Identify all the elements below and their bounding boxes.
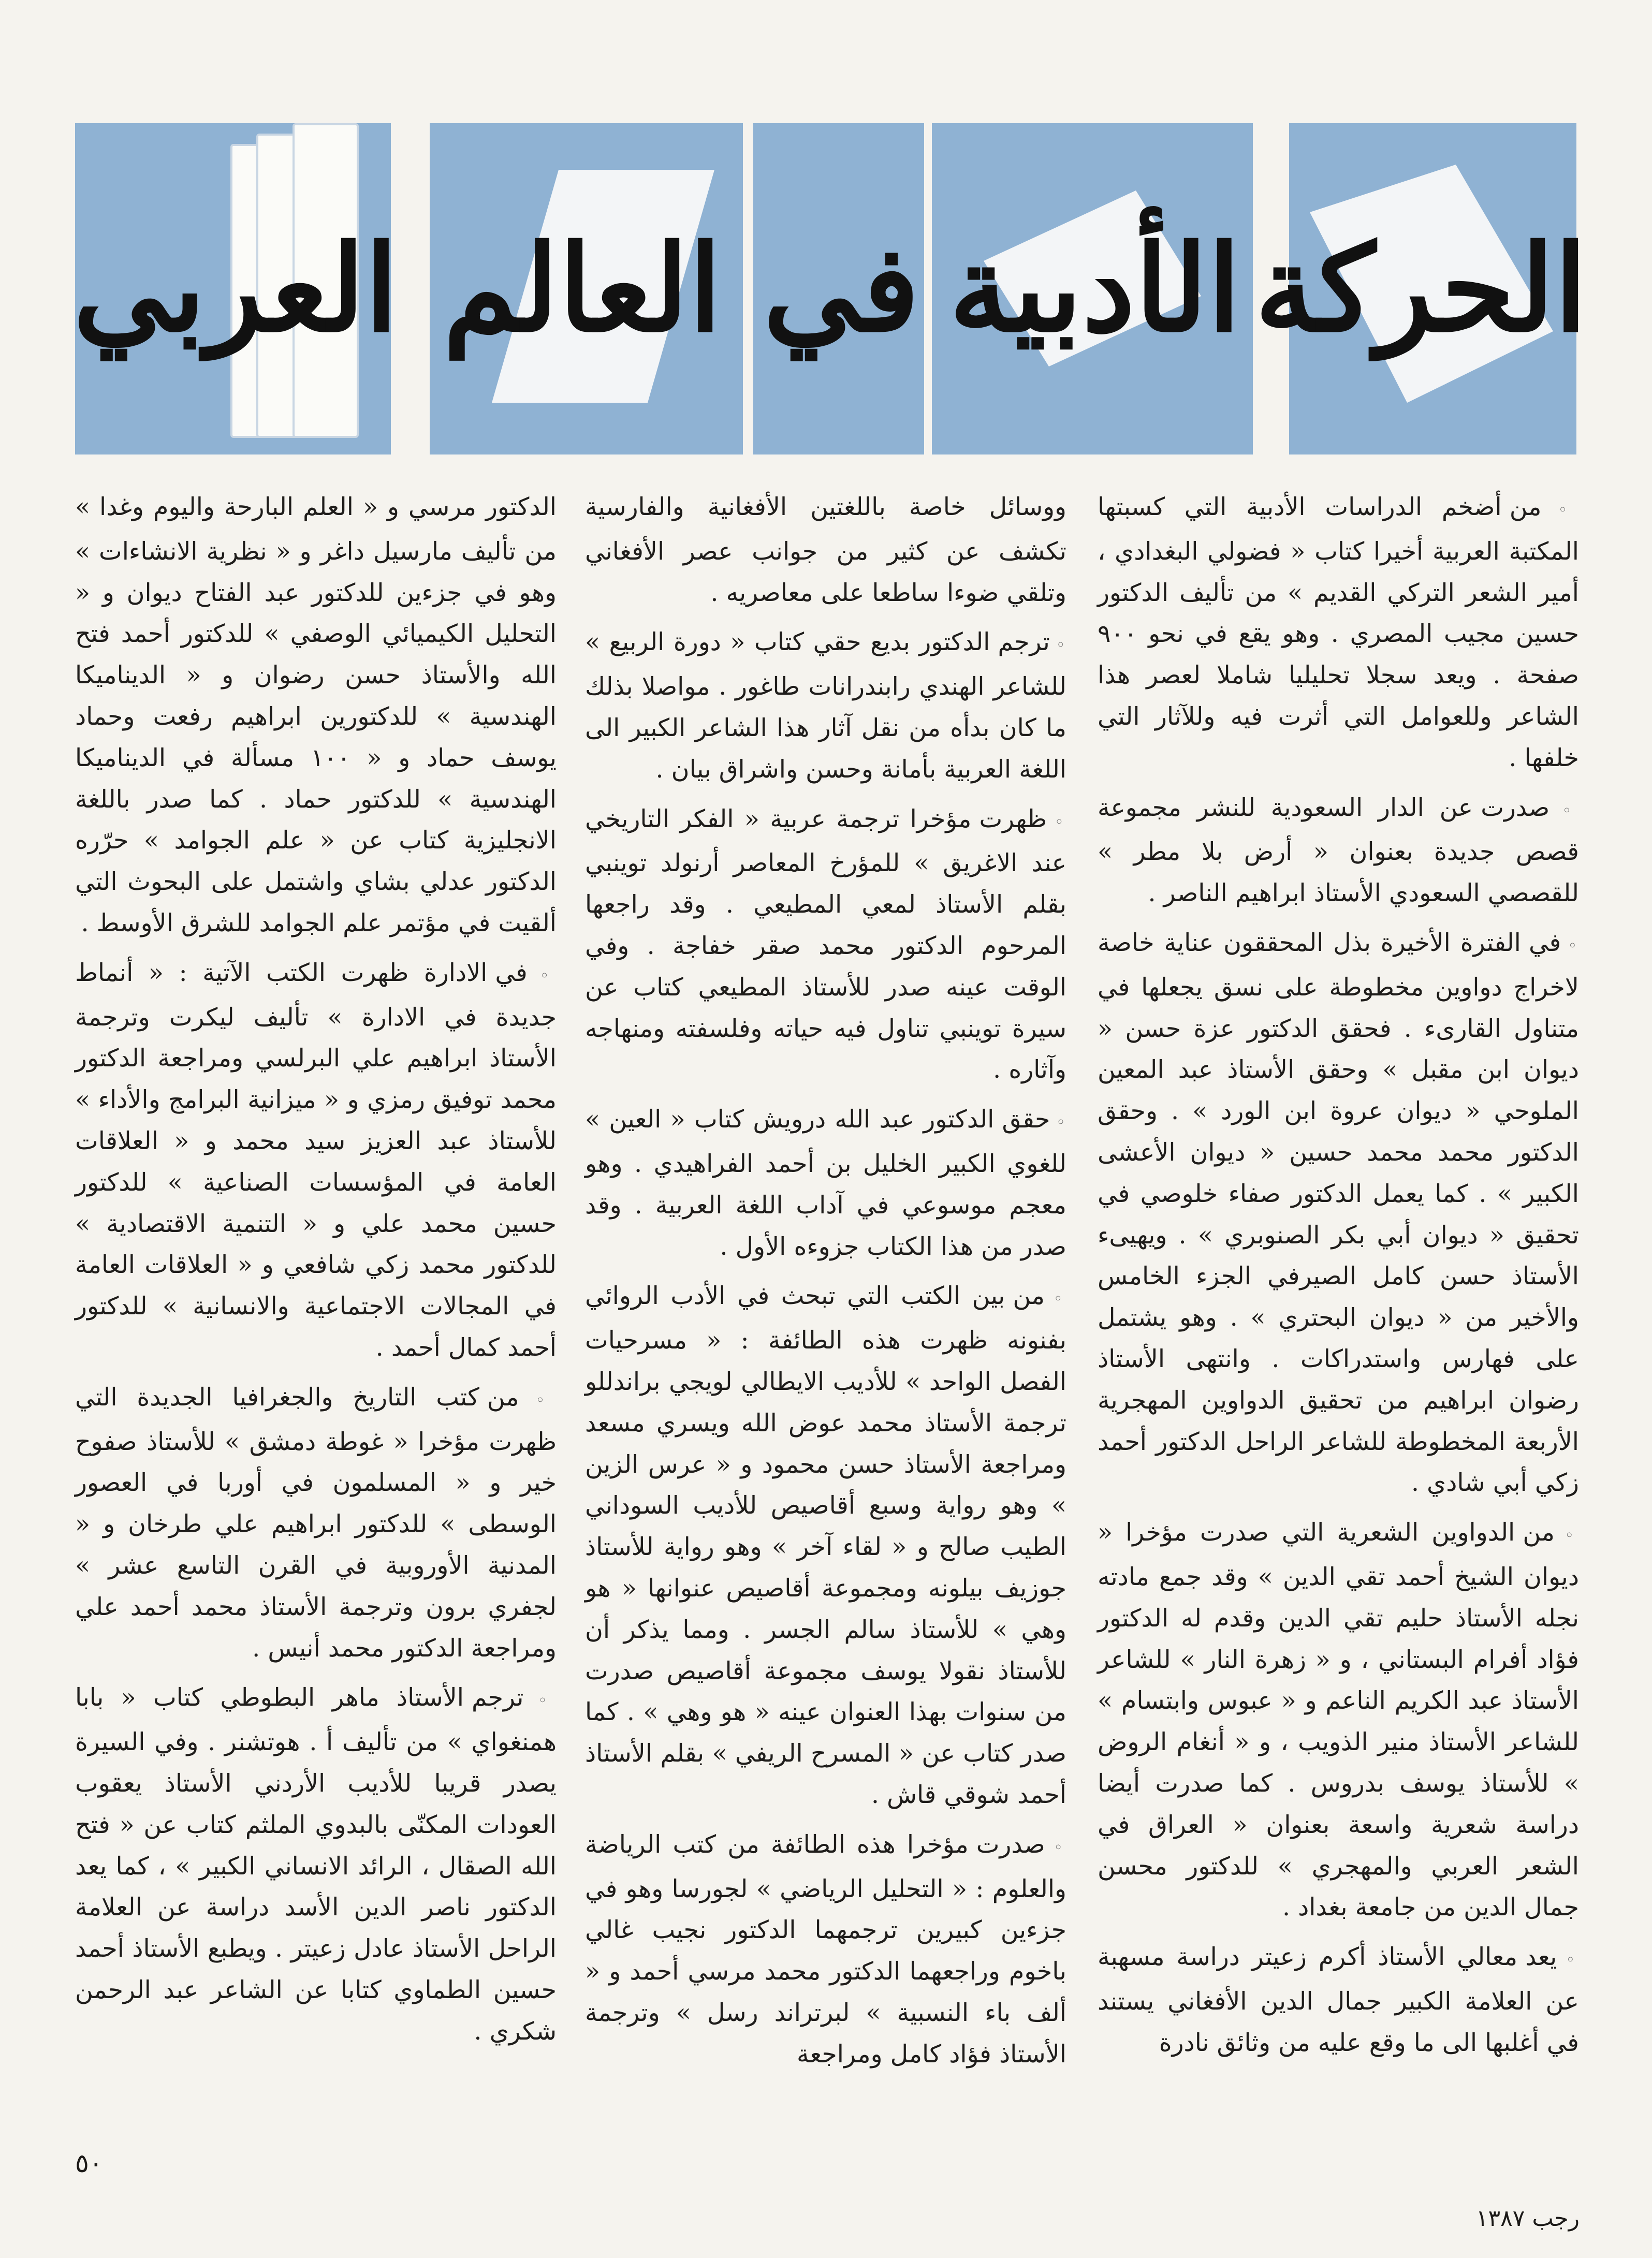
title-word: الحركة — [1254, 219, 1588, 359]
page-number: ٥٠ — [75, 2148, 103, 2178]
news-item: ◦ صدرت عن الدار السعودية للنشر مجموعة قصص جديدة بعنوان « أرض بلا مطر » للقصصي السعودي الأستاذ ابراهيم الناصر . — [1098, 787, 1579, 914]
news-item: ◦ في الفترة الأخيرة بذل المحققون عناية خاصة لاخراج دواوين مخطوطة على نسق يجعلها في متناول القارىء . فحقق الدكتور عزة حسن « ديوان ابن مقبل » وحقق الأستاذ عبد المعين الملوحي « ديوان عروة ابن الورد » . وحقق الدكتور محمد محمد حسين « ديوان الأعشى الكبير » . كما يعمل الدكتور صفاء خلوصي في تحقيق « ديوان أبي بكر الصنوبري » . ويهيىء الأستاذ حسن كامل الصيرفي الجزء الخامس والأخير من « ديوان البحتري » . وهو يشتمل على فهارس واستدراكات . وانتهى الأستاذ رضوان ابراهيم من تحقيق الدواوين المهجرية الأربعة المخطوطة للشاعر الراحل الدكتور أحمد زكي أبي شادي . — [1098, 922, 1579, 1504]
news-item: ◦ ترجم الدكتور بديع حقي كتاب « دورة الربيع » للشاعر الهندي رابندرانات طاغور . مواصلا بذلك ما كان بدأه من نقل آثار هذا الشاعر الكبير الى اللغة العربية بأمانة وحسن واشراق بيان . — [585, 622, 1066, 790]
news-item: ◦ من أضخم الدراسات الأدبية التي كسبتها المكتبة العربية أخيرا كتاب « فضولي البغدادي ، أمير الشعر التركي القديم » من تأليف الدكتور حسين مجيب المصري . وهو يقع في نحو ٩٠٠ صفحة . ويعد سجلا تحليليا شاملا لعصر هذا الشاعر وللعوامل التي أثرت فيه وللآثار التي خلفها . — [1098, 487, 1579, 779]
news-item: ◦ صدرت مؤخرا هذه الطائفة من كتب الرياضة والعلوم : « التحليل الرياضي » لجورسا وهو في جزءين كبيرين ترجمهما الدكتور نجيب غالي باخوم وراجعهما الدكتور محمد مرسي أحمد و « ألف باء النسبية » لبرتراند رسل » وترجمة الأستاذ فؤاد كامل ومراجعة — [585, 1824, 1066, 2075]
title-banner — [73, 123, 1588, 454]
title-word: في — [763, 219, 919, 359]
news-item: ◦ من كتب التاريخ والجغرافيا الجديدة التي ظهرت مؤخرا « غوطة دمشق » للأستاذ صفوح خير و « المسلمون في أوربا في العصور الوسطى » للدكتور ابراهيم علي طرخان و « المدنية الأوروبية في القرن التاسع عشر » لجفري برون وترجمة الأستاذ محمد أحمد علي ومراجعة الدكتور محمد أنيس . — [75, 1377, 557, 1669]
title-word: الأدبية — [949, 219, 1241, 359]
news-item: ◦ يعد معالي الأستاذ أكرم زعيتر دراسة مسهبة عن العلامة الكبير جمال الدين الأفغاني يستند في أغلبها الى ما وقع عليه من وثائق نادرة — [1098, 1937, 1579, 2063]
news-item: ◦ حقق الدكتور عبد الله درويش كتاب « العين » للغوي الكبير الخليل بن أحمد الفراهيدي . وهو معجم موسوعي في آداب اللغة العربية . وقد صدر من هذا الكتاب جزوءه الأول . — [585, 1099, 1066, 1267]
column-right — [1098, 487, 1579, 2128]
news-item: ◦ من الدواوين الشعرية التي صدرت مؤخرا « ديوان الشيخ أحمد تقي الدين » وقد جمع مادته نجله الأستاذ حليم تقي الدين وقدم له الدكتور فؤاد أفرام البستاني ، و « زهرة النار » للشاعر الأستاذ عبد الكريم الناعم و « عبوس وابتسام » للشاعر الأستاذ منير الذويب ، و « أنغام الروض » للأستاذ يوسف بدروس . كما صدرت أيضا دراسة شعرية واسعة بعنوان « العراق في الشعر العربي والمهجري » للدكتور محسن جمال الدين من جامعة بغداد . — [1098, 1512, 1579, 1928]
news-item: ◦ ظهرت مؤخرا ترجمة عربية « الفكر التاريخي عند الاغريق » للمؤرخ المعاصر أرنولد توينبي بقلم الأستاذ لمعي المطيعي . وقد راجعها المرحوم الدكتور محمد صقر خفاجة . وفي الوقت عينه صدر للأستاذ المطيعي كتاب عن سيرة توينبي تناول فيه حياته وفلسفته ومنهاجه وآثاره . — [585, 799, 1066, 1091]
news-item: ◦ من بين الكتب التي تبحث في الأدب الروائي بفنونه ظهرت هذه الطائفة : « مسرحيات الفصل الواحد » للأديب الايطالي لويجي براندللو ترجمة الأستاذ محمد عوض الله ويسري مسعد ومراجعة الأستاذ حسن محمود و « عرس الزين » وهو رواية وسبع أقاصيص للأديب السوداني الطيب صالح و « لقاء آخر » وهو رواية للأستاذ جوزيف بيلونه ومجموعة أقاصيص عنوانها « هو وهي » للأستاذ سالم الجسر . ومما يذكر أن للأستاذ نقولا يوسف مجموعة أقاصيص صدرت من سنوات بهذا العنوان عينه « هو وهي » . كما صدر كتاب عن « المسرح الريفي » بقلم الأستاذ أحمد شوقي قاش . — [585, 1275, 1066, 1815]
news-item: ◦ ترجم الأستاذ ماهر البطوطي كتاب « بابا همنغواي » من تأليف أ . هوتشنر . وفي السيرة يصدر قريبا للأديب الأردني الأستاذ يعقوب العودات المكنّى بالبدوي الملثم كتاب عن « فتح الله الصقال ، الرائد الانساني الكبير » ، كما يعد الدكتور ناصر الدين الأسد دراسة عن العلامة الراحل الأستاذ عادل زعيتر . ويطبع الأستاذ أحمد حسين الطماوي كتابا عن الشاعر عبد الرحمن شكري . — [75, 1677, 557, 2052]
issue-date: رجب ١٣٨٧ — [1475, 2205, 1580, 2232]
news-item-continued: ووسائل خاصة باللغتين الأفغانية والفارسية تكشف عن كثير من جوانب عصر الأفغاني وتلقي ضوءا ساطعا على معاصريه . — [585, 493, 1066, 607]
title-word: العالم — [443, 219, 722, 359]
title-word: العربي — [73, 219, 398, 359]
news-item-continued: الدكتور مرسي و « العلم البارحة واليوم وغدا » من تأليف مارسيل داغر و « نظرية الانشاءات » وهو في جزءين للدكتور عبد الفتاح ديوان و « التحليل الكيميائي الوصفي » للدكتور أحمد فتح الله والأستاذ حسن رضوان و « الديناميكا الهندسية » للدكتورين ابراهيم رفعت وحماد يوسف حماد و « ١٠٠ مسألة في الديناميكا الهندسية » للدكتور حماد . كما صدر باللغة الانجليزية كتاب عن « علم الجوامد » حرّره الدكتور عدلي بشاي واشتمل على البحوث التي ألقيت في مؤتمر علم الجوامد للشرق الأوسط . — [75, 493, 557, 937]
news-item: ◦ في الادارة ظهرت الكتب الآتية : « أنماط جديدة في الادارة » تأليف ليكرت وترجمة الأستاذ ابراهيم علي البرلسي ومراجعة الدكتور محمد توفيق رمزي و « ميزانية البرامج والأداء » للأستاذ عبد العزيز سيد محمد و « العلاقات العامة في المؤسسات الصناعية » للدكتور حسين محمد علي و « التنمية الاقتصادية » للدكتور محمد زكي شافعي و « العلاقات العامة في المجالات الاجتماعية والانسانية » للدكتور أحمد كمال أحمد . — [75, 952, 557, 1369]
column-left — [75, 487, 557, 2128]
column-middle — [585, 487, 1066, 2128]
